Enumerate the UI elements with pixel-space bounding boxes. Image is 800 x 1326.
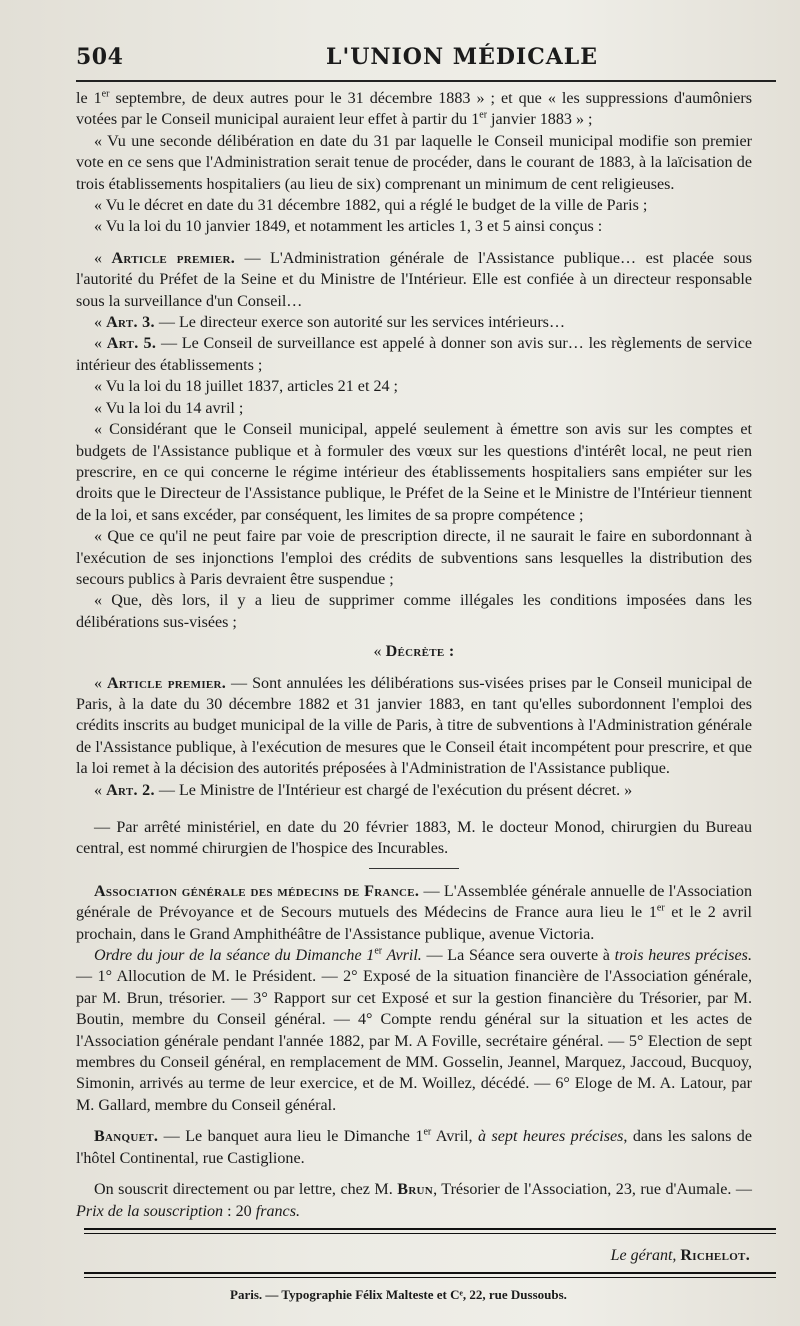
text-run: — La Séance sera ouverte à (421, 947, 615, 965)
signature-role: Le gérant, (610, 1247, 677, 1264)
paragraph (76, 419, 752, 526)
text-run: , Trésorier de l'Association, 23, rue d'Aumale. — (433, 1181, 752, 1199)
paragraph (76, 131, 752, 195)
text-run: Brun (397, 1181, 434, 1199)
paragraph (76, 312, 752, 333)
text-run: « Que ce qu'il ne peut faire par voie de prescription directe, il ne saurait le faire en subordonnant à l'exécution de ses injonctions l'emploi des crédits de subventions sans lesquelles la distribution des secours publics à Paris devraient être suspendue ; (76, 528, 752, 588)
text-run: Art. 2. (106, 781, 155, 799)
text-run: Banquet. (94, 1128, 159, 1146)
text-run: janvier 1883 » ; (487, 111, 593, 129)
text-run: Ordre du jour de la séance du Dimanche 1 (94, 947, 375, 965)
paragraph (76, 88, 752, 131)
page-header (76, 44, 760, 74)
text-run: Décrète : (385, 643, 455, 661)
text-run: « Vu le décret en date du 31 décembre 1882, qui a réglé le budget de la ville de Paris ; (94, 197, 648, 215)
superscript: er (101, 88, 110, 100)
text-run: « Vu la loi du 10 janvier 1849, et notamment les articles 1, 3 et 5 ainsi conçus : (94, 218, 603, 236)
paragraph (76, 195, 752, 216)
text-run: — Le Ministre de l'Intérieur est chargé de l'exécution du présent décret. » (154, 781, 633, 799)
imprint: Paris. — Typographie Félix Malteste et Cᵉ, 22, rue Dussoubs. (230, 1287, 567, 1302)
superscript: er (656, 902, 665, 914)
text-run: à sept heures précises (478, 1128, 624, 1146)
text-run: « (94, 781, 107, 799)
paragraph (76, 641, 752, 662)
text-run: — Sont annulées les délibérations sus-visées prises par le Conseil municipal de Paris, à la date du 30 décembre 1882 et 31 janvier 1883, en tant qu'elles subordonnent l'emploi des crédits inscrits au budget municipal de la ville de Paris, à titre de subventions à l'Administration générale de l'Assistance publique, à l'exécution de mesures que le Conseil était incompétent pour prescrire, et que la loi remet à la décision des autorités préposées à l'Administration de l'Assistance publique. (76, 674, 752, 778)
text-run: Article premier. (111, 249, 236, 267)
superscript: er (423, 1126, 432, 1138)
text-run: — L'Administration générale de l'Assistance publique… est placée sous l'autorité du Préfet de la Seine et du Ministre de l'Intérieur. Elle est confiée à un directeur responsable sous la surveillance d'un Conseil… (76, 249, 752, 310)
text-run: : 20 (223, 1202, 256, 1220)
paragraph (76, 945, 752, 1116)
text-run: On souscrit directement ou par lettre, chez M. (94, 1181, 398, 1199)
footer-rule-thin (84, 1233, 776, 1234)
paragraph (76, 526, 752, 590)
text-run: Art. 3. (106, 314, 155, 332)
text-run: — Le banquet aura lieu le Dimanche 1 (158, 1128, 424, 1146)
text-run: — 1° Allocution de M. le Président. — 2° Exposé de la situation financière de l'Association générale, par M. Brun, trésorier. — 3° Rapport sur cet Exposé et sur la gestion financière du Trésorier, par M. Boutin, membre du Conseil général. — 4° Compte rendu général sur la situation et les actes de l'Association générale pendant l'année 1882, par M. A Foville, secrétaire général. — 5° Election de sept membres du Conseil général, en remplacement de MM. Gosselin, Jeannel, Marquez, Jaccoud, Bucquoy, Simonin, arrivés au terme de leur exercice, et de M. Woillez, décédé. — 6° Eloge de M. A. Latour, par M. Gallard, membre du Conseil général. (76, 968, 752, 1114)
paragraph (76, 398, 752, 419)
journal-title: L'UNION MÉDICALE (326, 44, 599, 70)
paragraph-gap (76, 238, 752, 248)
paragraph (76, 376, 752, 397)
text-run: — Par arrêté ministériel, en date du 20 février 1883, M. le docteur Monod, chirurgien du Bureau central, est nommé chirurgien de l'hospice des Incurables. (76, 819, 752, 858)
paragraph (76, 333, 752, 376)
text-run: — Le directeur exerce son autorité sur les services intérieurs… (154, 314, 566, 332)
article-body (76, 88, 752, 1222)
paragraph-gap (76, 1169, 752, 1179)
imprint-rule-thin (84, 1277, 776, 1278)
text-run: « Vu une seconde délibération en date du 31 par laquelle le Conseil municipal modifie son premier vote en ce sens que l'Administration serait tenue de procéder, dans le courant de 1883, à la laïcisation de trois établissements hospitaliers (au lieu de six) comprenant un minimum de cent religieuses. (76, 132, 752, 193)
text-run: trois heures précises. (614, 947, 752, 965)
imprint-rule (84, 1272, 776, 1274)
paragraph (76, 817, 752, 860)
signature (611, 1247, 750, 1265)
signature-name: Richelot. (680, 1247, 750, 1264)
paragraph (76, 780, 752, 801)
text-run: — Le Conseil de surveillance est appelé à donner son avis sur… les règlements de service intérieur des établissements ; (76, 335, 752, 374)
superscript: er (374, 945, 383, 957)
text-run: Art. 5. (106, 335, 157, 353)
paragraph-gap (76, 1116, 752, 1126)
text-run: « Considérant que le Conseil municipal, appelé seulement à émettre son avis sur les comptes et budgets de l'Assistance publique et à formuler des vœux sur les questions d'intérêt local, ne peut rien prescrire, en ce qui concerne le régime intérieur des établissements hospitaliers sans empiéter sur les droits que le Directeur de l'Assistance publique, le Préfet de la Seine et le Ministre de l'Intérieur tiennent de la loi, et sans excéder, par conséquent, les limites de sa propre compétence ; (76, 421, 752, 524)
text-run: Article premier. (106, 674, 227, 692)
paragraph (76, 1179, 752, 1222)
text-run: « (94, 314, 107, 332)
text-run: Avril, (431, 1128, 479, 1146)
paragraph (76, 590, 752, 633)
text-run: « (94, 674, 107, 692)
text-run: , dans les salons de l'hôtel Continental, rue Castiglione. (76, 1128, 752, 1167)
text-run: le 1 (76, 90, 102, 107)
text-run: « (373, 643, 386, 661)
paragraph (76, 248, 752, 312)
text-run: « Vu la loi du 14 avril ; (94, 399, 244, 417)
paragraph (76, 216, 752, 237)
text-run: — L'Assemblée générale annuelle de l'Association générale de Prévoyance et de Secours mutuels des Médecins de France aura lieu le 1 (76, 882, 753, 922)
text-run: « (94, 335, 107, 353)
superscript: er (479, 110, 488, 122)
paragraph (76, 881, 752, 945)
page-number: 504 (76, 44, 124, 70)
paragraph (76, 673, 752, 780)
header-rule (76, 80, 776, 82)
text-run: « Que, dès lors, il y a lieu de supprimer comme illégales les conditions imposées dans les délibérations sus-visées ; (76, 592, 752, 631)
text-run: Prix de la souscription (76, 1202, 224, 1220)
text-run: septembre, de deux autres pour le 31 décembre 1883 » ; et que « les suppressions d'aumôniers votées par le Conseil municipal auraient leur effet à partir du 1 (76, 90, 752, 129)
section-divider (369, 868, 459, 869)
paragraph (76, 1126, 752, 1169)
text-run: Avril. (382, 947, 422, 965)
paragraph-gap (76, 801, 752, 817)
text-run: et le 2 avril prochain, dans le Grand Amphithéâtre de l'Assistance publique, avenue Victoria. (76, 904, 752, 943)
footer-rule-top (84, 1228, 776, 1230)
text-run: « Vu la loi du 18 juillet 1837, articles 21 et 24 ; (94, 378, 399, 396)
text-run: Association générale des médecins de France. (94, 882, 420, 900)
text-run: « (94, 249, 112, 267)
text-run: francs. (255, 1202, 300, 1220)
